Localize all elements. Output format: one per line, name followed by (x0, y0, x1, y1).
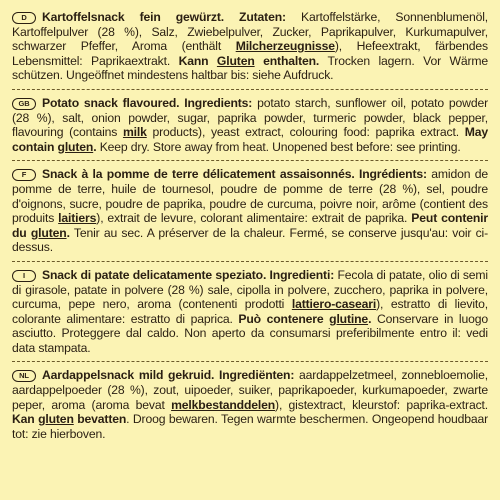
text-run: . (368, 311, 372, 326)
text-run: aardappelzetmeel, zonnebloemolie, aardappelpoeder (28 %), zout, uipoeder, suiker, paprikapoeder, kurkumapoeder, zwarte peper, aroma (aroma bevat (12, 368, 488, 412)
allergen-text: gluten (38, 412, 74, 427)
allergen-text: gluten (57, 139, 94, 154)
text-run: potato starch, sunflower oil, potato powder (28 %), salt, onion powder, sugar, paprika powder, turmeric powder, black pepper, flavouring (contains (12, 95, 488, 140)
text-run: Snack à la pomme de terre délicatement assaisonnés. Ingrédients: (42, 167, 427, 182)
allergen-text: milk (122, 125, 147, 140)
section-text (12, 167, 488, 255)
text-run: Conservare in luogo asciutto. Proteggere dal caldo. Non aperto da consumarsi preferibilmente entro il: vedi data stampata. (12, 311, 488, 355)
text-run: Kan (12, 412, 39, 427)
text-run: Trocken lagern. Vor Wärme schützen. Ungeöffnet mindestens haltbar bis: siehe Aufdruck. (12, 53, 489, 83)
language-section-nl (12, 368, 488, 441)
language-section-f (12, 167, 488, 255)
country-code-badge: F (12, 169, 36, 181)
allergen-text: Gluten (216, 53, 255, 68)
text-run: Keep dry. Store away from heat. Unopened best before: see printing. (96, 139, 461, 154)
language-section-i (12, 268, 488, 356)
text-run: Kann (178, 53, 217, 68)
allergen-text: lattiero-caseari (291, 297, 377, 312)
section-text (12, 10, 488, 83)
section-text (12, 268, 488, 356)
text-run: enthalten. (254, 53, 320, 68)
country-code-badge: NL (12, 370, 36, 382)
text-run: Kartoffelsnack fein gewürzt. Zutaten: (42, 10, 286, 24)
language-section-gb (12, 96, 488, 154)
country-code-badge: I (12, 270, 36, 282)
text-run: . Droog bewaren. Tegen warmte beschermen. Ongeopend houdbaar tot: zie hierboven. (12, 412, 489, 441)
text-run: Snack di patate delicatamente speziato. Ingredienti: (42, 267, 335, 282)
text-run: ), Hefeextrakt, färbendes Lebensmittel: Paprikaextrakt. (12, 39, 488, 68)
text-run: Aardappelsnack mild gekruid. Ingrediënten: (42, 368, 295, 383)
text-run: ), extrait de levure, colorant alimentaire: extrait de paprika. (96, 211, 412, 226)
text-run: ), estratto di lievito, colorante alimentare: estratto di paprica. (12, 297, 488, 326)
section-divider (12, 160, 488, 161)
text-run: amidon de pomme de terre, huile de tournesol, poudre de pomme de terre (28 %), sel, poudre d'oignons, sucre, poudre de paprika, poudre de curcuma, poivre noir, arôme (contient des produits (12, 167, 488, 226)
section-text (12, 96, 488, 154)
section-divider (12, 361, 488, 362)
text-run: Potato snack flavoured. Ingredients: (42, 95, 253, 110)
allergen-text: melkbestanddelen (171, 397, 276, 412)
text-run: Può contenere (238, 311, 330, 326)
text-run: . (66, 225, 70, 240)
section-text (12, 368, 488, 441)
allergen-text: glutine (329, 311, 369, 326)
section-divider (12, 261, 488, 262)
country-code-badge: GB (12, 98, 36, 110)
allergen-text: Milcherzeugnisse (235, 39, 335, 54)
ingredient-sections (12, 10, 488, 441)
text-run: . (93, 139, 97, 154)
text-run: bevatten (73, 412, 127, 427)
country-code-badge: D (12, 12, 36, 24)
text-run: Tenir au sec. A préserver de la chaleur. Fermé, se conserve jusqu'au: voir ci-dessus. (12, 225, 489, 255)
text-run: ), gistextract, kleurstof: paprika-extract. (275, 397, 488, 412)
text-run: Fecola di patate, olio di semi di girasole, patate in polvere (28 %) sale, cipolla in polvere, zucchero, paprika in polvere, curcuma, pepe nero, aroma (contenenti prodotti (12, 267, 488, 312)
text-run: Kartoffelstärke, Sonnenblumenöl, Kartoffelpulver (28 %), Salz, Zwiebelpulver, Zucker, Paprikapulver, Kurkumapulver, schwarzer Pfeffer, Aroma (enthält (12, 10, 488, 54)
language-section-d (12, 10, 488, 83)
text-run: May contain (12, 125, 488, 154)
section-divider (12, 89, 488, 90)
allergen-text: laitiers (58, 211, 97, 226)
text-run: products), yeast extract, colouring food: paprika extract. (146, 125, 465, 140)
text-run: Peut contenir du (12, 211, 488, 240)
allergen-text: gluten (30, 225, 67, 240)
